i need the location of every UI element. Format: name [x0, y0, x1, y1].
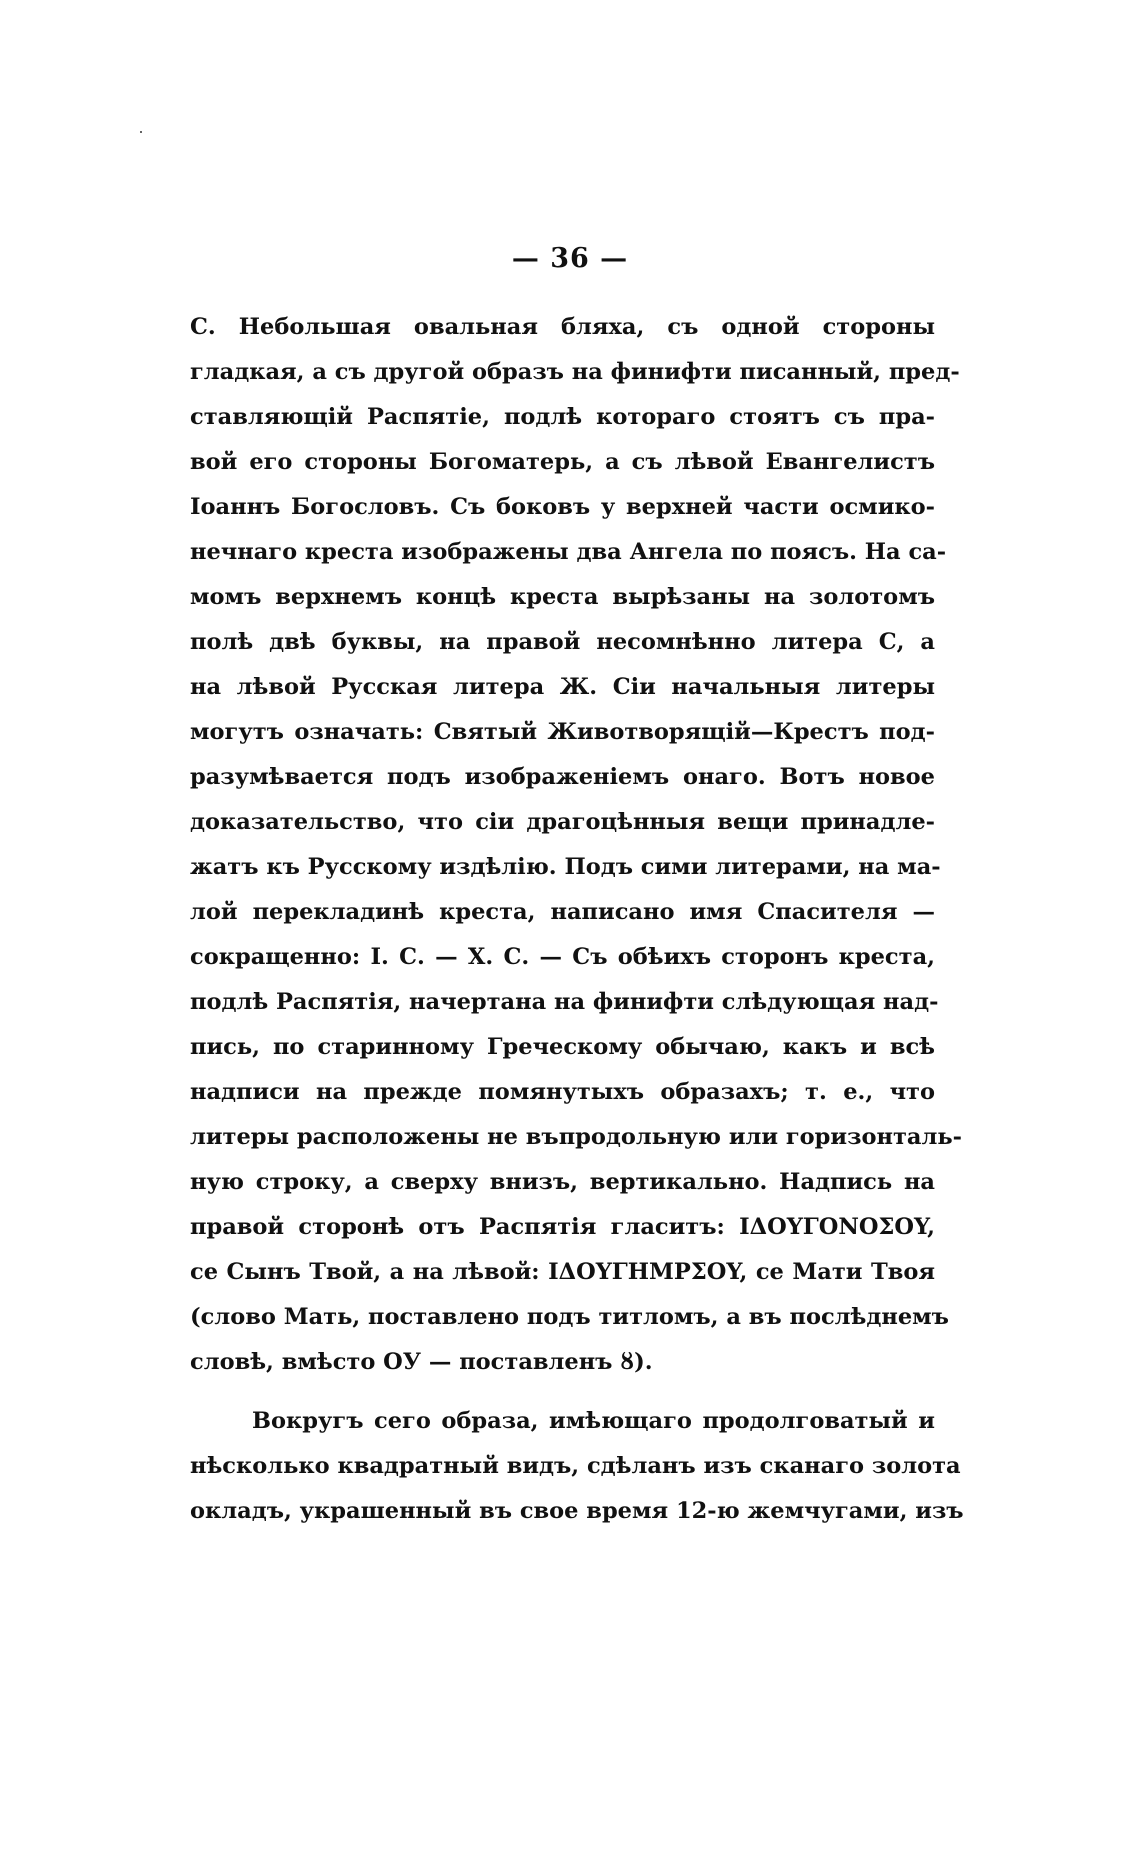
text-line: вой его стороны Богоматерь, а съ лѣвой Евангелистъ — [190, 449, 935, 475]
text-line: сокращенно: І. С. — Х. С. — Съ обѣихъ сторонъ креста, — [190, 944, 935, 970]
text-line: момъ верхнемъ концѣ креста вырѣзаны на золотомъ — [190, 584, 935, 610]
text-line: Іоаннъ Богословъ. Съ боковъ у верхней части осмико- — [190, 494, 935, 520]
text-line: доказательство, что сіи драгоцѣнныя вещи принадле- — [190, 809, 935, 835]
text-line: нечнаго креста изображены два Ангела по поясъ. На са- — [190, 539, 947, 565]
text-line: гладкая, а съ другой образъ на финифти писанный, пред- — [190, 359, 960, 385]
text-line: Вокругъ сего образа, имѣющаго продолговатый и — [252, 1408, 935, 1434]
paragraph-2 — [190, 1399, 964, 1534]
text-line: полѣ двѣ буквы, на правой несомнѣнно литера С, а — [190, 629, 935, 655]
text-line: жатъ къ Русскому издѣлію. Подъ сими литерами, на ма- — [190, 854, 941, 880]
text-line: С. Небольшая овальная бляха, съ одной стороны — [190, 314, 935, 340]
text-line: лой перекладинѣ креста, написано имя Спасителя — — [190, 899, 935, 925]
text-line: нѣсколько квадратный видъ, сдѣланъ изъ сканаго золота — [190, 1453, 961, 1479]
text-line: правой сторонѣ отъ Распятія гласитъ: IΔOYΓONOΣOY, — [190, 1214, 935, 1240]
text-line: на лѣвой Русская литера Ж. Сіи начальныя литеры — [190, 674, 935, 700]
text-line: литеры расположены не въпродольную или горизонталь- — [190, 1124, 962, 1150]
body-text — [190, 305, 964, 1534]
text-line: (слово Мать, поставлено подъ титломъ, а въ послѣднемъ — [190, 1304, 949, 1330]
page-number: — 36 — — [511, 243, 629, 274]
text-line: разумѣвается подъ изображеніемъ онаго. Вотъ новое — [190, 764, 935, 790]
text-line: пись, по старинному Греческому обычаю, какъ и всѣ — [190, 1034, 935, 1060]
text-line: словѣ, вмѣсто ОУ — поставленъ ȣ). — [190, 1349, 653, 1375]
paragraph-gap — [190, 1385, 935, 1399]
text-line: могутъ означать: Святый Животворящій—Крестъ под- — [190, 719, 935, 745]
text-line: ную строку, а сверху внизъ, вертикально. Надпись на — [190, 1169, 935, 1195]
paper-speck — [140, 131, 142, 133]
text-line: окладъ, украшенный въ свое время 12-ю жемчугами, изъ — [190, 1498, 964, 1524]
text-line: ставляющій Распятіе, подлѣ котораго стоятъ съ пра- — [190, 404, 935, 430]
text-line: надписи на прежде помянутыхъ образахъ; т. е., что — [190, 1079, 935, 1105]
paragraph-1 — [190, 305, 962, 1385]
text-line: се Сынъ Твой, а на лѣвой: IΔOYΓHMΡΣOY, се Мати Твоя — [190, 1259, 935, 1285]
text-line: подлѣ Распятія, начертана на финифти слѣдующая над- — [190, 989, 939, 1015]
